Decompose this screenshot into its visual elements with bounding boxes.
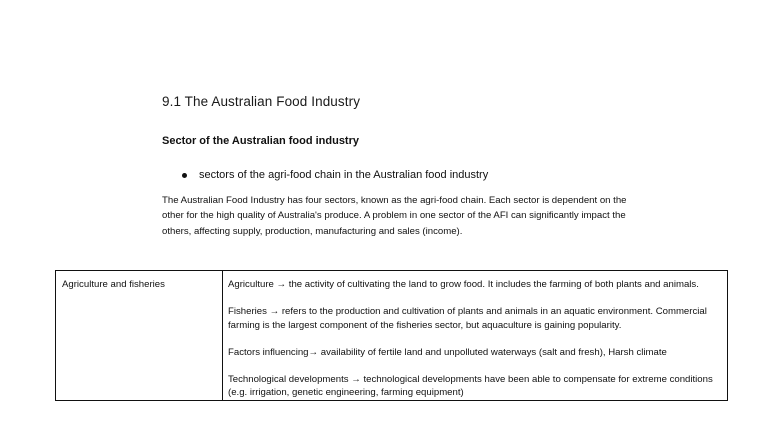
technology-entry: Technological developments → technological developments have been able to compensate for extreme conditions (e.g. irrigation, genetic engineering, farming equipment) — [228, 373, 713, 398]
bullet-icon — [182, 173, 187, 178]
intro-paragraph: The Australian Food Industry has four sectors, known as the agri-food chain. Each sector is dependent on the other for the high quality of Australia's produce. A problem in one sector of the AFI can significantly impact the others, affecting supply, production, manufacturing and sales (income). — [162, 195, 627, 237]
table-row — [56, 271, 728, 401]
sector-name: Agriculture and fisheries — [62, 279, 165, 290]
sector-table — [55, 270, 728, 401]
factors-entry: Factors influencing→ availability of fertile land and unpolluted waterways (salt and fresh), Harsh climate — [228, 346, 667, 358]
bullet-text: sectors of the agri-food chain in the Australian food industry — [199, 169, 489, 181]
fisheries-entry: Fisheries → refers to the production and cultivation of plants and animals in an aquatic environment. Commercial farming is the largest component of the fisheries sector, but aquaculture is gaining popularity. — [228, 306, 707, 331]
subsection-heading: Sector of the Australian food industry — [162, 135, 359, 147]
bullet-item — [182, 169, 488, 181]
section-heading: 9.1 The Australian Food Industry — [162, 94, 361, 109]
agriculture-entry: Agriculture → the activity of cultivating the land to grow food. It includes the farming of both plants and animals. — [228, 279, 699, 290]
sector-name-cell — [56, 271, 223, 401]
sector-description-cell — [223, 271, 728, 401]
